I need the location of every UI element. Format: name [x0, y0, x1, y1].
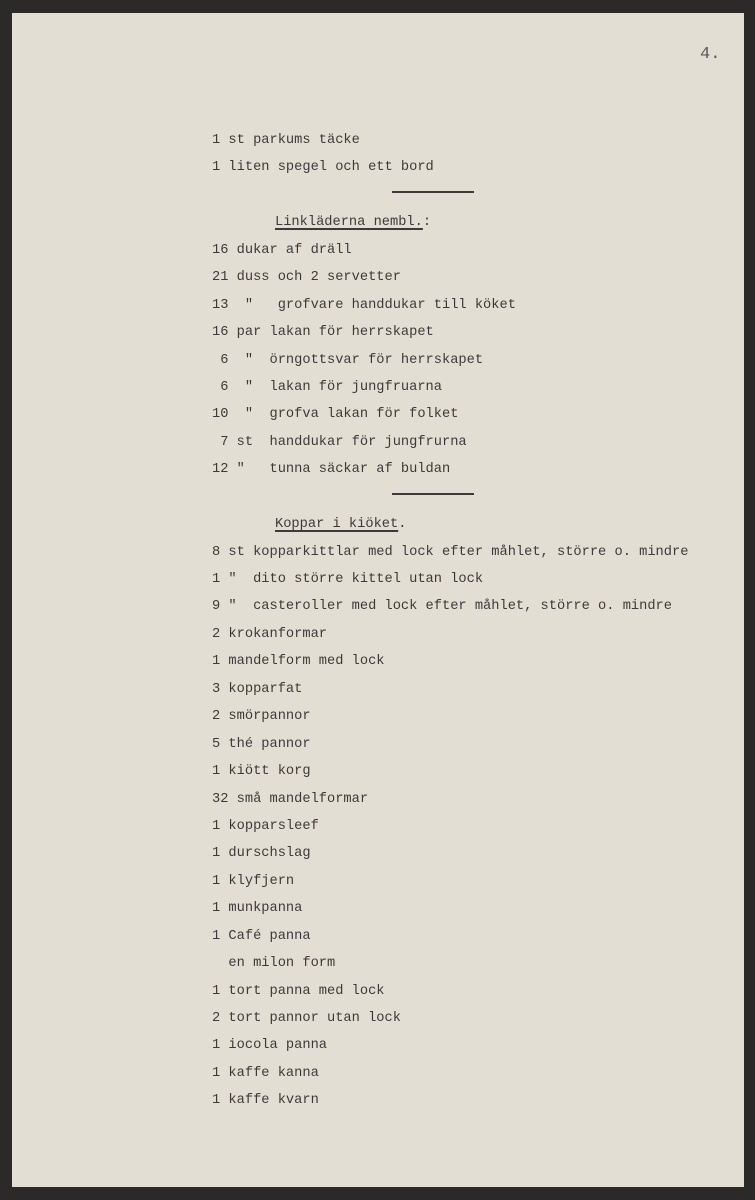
list-item: 1 kaffe kvarn	[212, 1093, 319, 1109]
list-item: 1 iocola panna	[212, 1038, 327, 1054]
list-item: 1 kaffe kanna	[212, 1065, 319, 1081]
list-item: 1 kopparsleef	[212, 818, 319, 834]
list-item: 2 krokanformar	[212, 626, 327, 642]
list-item: 13 " grofvare handdukar till köket	[212, 297, 516, 313]
list-item: 2 smörpannor	[212, 709, 311, 725]
list-item: 1 liten spegel och ett bord	[212, 160, 434, 176]
inventory-list	[212, 127, 688, 1115]
page-number: 4.	[700, 45, 721, 64]
list-item: 16 dukar af dräll	[212, 242, 352, 258]
list-item: 6 " lakan för jungfruarna	[212, 379, 442, 395]
list-item: 1 " dito större kittel utan lock	[212, 572, 484, 587]
list-item: 8 st kopparkittlar med lock efter måhlet, större o. mindre	[212, 544, 689, 560]
list-item: 7 st handdukar för jungfrurna	[212, 434, 467, 450]
section-heading-text: Koppar i kiöket	[275, 517, 399, 533]
list-item: 3 kopparfat	[212, 681, 303, 697]
list-item: 1 Café panna	[212, 928, 311, 944]
list-item: 9 " casteroller med lock efter måhlet, större o. mindre	[212, 599, 672, 615]
list-item: 32 små mandelformar	[212, 791, 369, 807]
section-heading-text: Linkläderna nembl.	[275, 215, 423, 231]
section-divider	[212, 484, 688, 511]
document-page	[12, 13, 744, 1187]
divider-line	[392, 191, 474, 193]
list-item: en milon form	[212, 956, 336, 972]
divider-line	[392, 493, 474, 495]
list-item: 6 " örngottsvar för herrskapet	[212, 352, 484, 368]
list-item: 1 durschslag	[212, 846, 311, 862]
section-heading	[212, 209, 688, 236]
list-item: 16 par lakan för herrskapet	[212, 325, 434, 341]
list-item: 12 " tunna säckar af buldan	[212, 462, 451, 478]
section-heading	[212, 511, 688, 538]
section-heading-punctuation: .	[398, 517, 407, 533]
list-item: 1 tort panna med lock	[212, 983, 385, 999]
list-item: 1 mandelform med lock	[212, 654, 385, 670]
section-heading-punctuation: :	[422, 215, 432, 231]
list-item: 1 kiött korg	[212, 764, 311, 780]
list-item: 10 " grofva lakan för folket	[212, 407, 459, 423]
list-item: 1 munkpanna	[212, 901, 303, 917]
list-item: 21 duss och 2 servetter	[212, 270, 401, 286]
list-item: 5 thé pannor	[212, 736, 311, 752]
list-item: 1 st parkums täcke	[212, 133, 360, 148]
section-divider	[212, 182, 688, 209]
list-item: 1 klyfjern	[212, 873, 295, 889]
list-item: 2 tort pannor utan lock	[212, 1011, 401, 1026]
